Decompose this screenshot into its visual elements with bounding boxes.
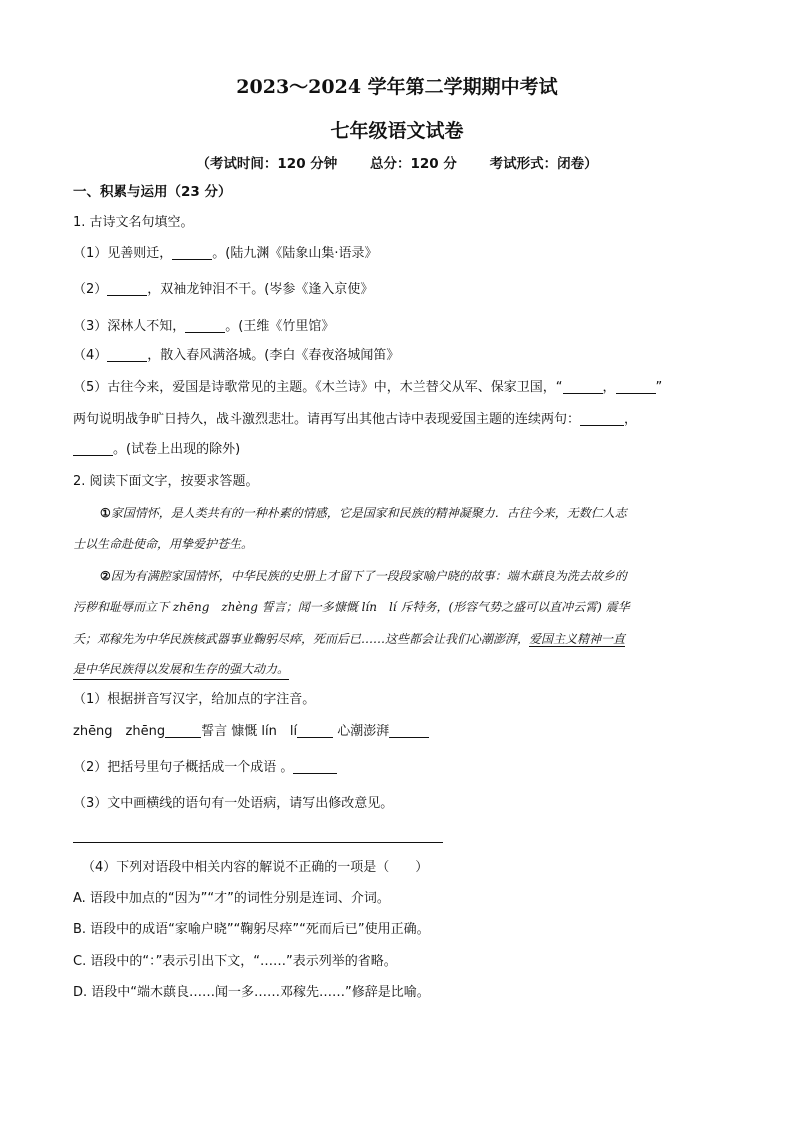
- answer-blank[interactable]: [563, 379, 603, 394]
- answer-blank[interactable]: [293, 759, 337, 774]
- q1-item-5-line1: （5）古往今来，爱国是诗歌常见的主题。《木兰诗》中，木兰替父从军、保家卫国，“ ， ”: [73, 380, 663, 395]
- passage-p2-line2: 污秽和耻辱而立下 zhēng zhèng 誓言；闻一多慷慨 lín lí 斥特务，(形容气势之盛可以直冲云霄) 震华: [73, 600, 630, 614]
- exam-title: 2023～2024 学年第二学期期中考试: [236, 76, 558, 98]
- passage-p2-line3: 夭；邓稼先为中华民族核武器事业鞠躬尽瘁，死而后已……这些都会让我们心潮澎湃，爱国主义精神一直: [73, 632, 626, 646]
- passage-p1-line2: 士以生命赴使命，用挚爱护苍生。: [73, 537, 254, 551]
- q1-item-5-line2: 两句说明战争旷日持久，战斗激烈悲壮。请再写出其他古诗中表现爱国主题的连续两句： ，: [73, 412, 638, 427]
- exam-mode: 考试形式：闭卷）: [489, 156, 598, 172]
- passage-p2-line1: ②因为有满腔家国情怀，中华民族的史册上才留下了一段段家喻户晓的故事：端木蕻良为洗去故乡的: [100, 569, 627, 583]
- answer-blank[interactable]: [107, 281, 147, 296]
- exam-subtitle: 七年级语文试卷: [330, 120, 464, 142]
- q1-item-4: （4） ，散入春风满洛城。(李白《春夜洛城闻笛》: [73, 348, 400, 363]
- paragraph-marker: ②: [100, 569, 111, 583]
- underlined-sentence: 爱国主义精神一直: [529, 632, 626, 646]
- q1-stem: 1. 古诗文名句填空。: [73, 215, 194, 230]
- answer-blank[interactable]: [172, 245, 212, 260]
- q2-sub3: （3）文中画横线的语句有一处语病，请写出修改意见。: [73, 796, 394, 811]
- q1-item-2: （2） ，双袖龙钟泪不干。(岑参《逢入京使》: [73, 282, 374, 297]
- q1-item-1: （1）见善则迁， 。(陆九渊《陆象山集·语录》: [73, 246, 378, 261]
- q2-stem: 2. 阅读下面文字，按要求答题。: [73, 474, 259, 489]
- paragraph-marker: ①: [100, 506, 111, 520]
- exam-info: [0, 152, 794, 172]
- q2-sub1-answers: zhēng zhēng 誓言 慷慨 lín lí 心潮澎湃: [73, 722, 429, 742]
- answer-blank[interactable]: [616, 379, 656, 394]
- q2-sub2: （2）把括号里句子概括成一个成语 。: [73, 758, 337, 778]
- option-b[interactable]: B. 语段中的成语“家喻户晓”“鞠躬尽瘁”“死而后已”使用正确。: [73, 922, 430, 937]
- answer-blank[interactable]: [165, 723, 201, 738]
- answer-blank[interactable]: [297, 723, 333, 738]
- option-a[interactable]: A. 语段中加点的“因为”“才”的词性分别是连词、介词。: [73, 891, 390, 906]
- q1-item-5-line3: 。(试卷上出现的除外): [73, 440, 240, 460]
- answer-blank[interactable]: [107, 347, 147, 362]
- section-heading: 一、积累与运用（23 分）: [73, 184, 232, 200]
- passage-p1-line1: ①家国情怀，是人类共有的一种朴素的情感，它是国家和民族的精神凝聚力．古往今来，无数仁人志: [100, 506, 627, 520]
- underlined-sentence-end: 是中华民族得以发展和生存的强大动力。: [73, 659, 289, 680]
- q1-item-3: （3）深林人不知， 。(王维《竹里馆》: [73, 319, 335, 334]
- answer-blank[interactable]: [185, 318, 225, 333]
- answer-blank[interactable]: [389, 723, 429, 738]
- option-d[interactable]: D. 语段中“端木蕻良……闻一多……邓稼先……”修辞是比喻。: [73, 985, 430, 1000]
- q2-sub4: （4）下列对语段中相关内容的解说不正确的一项是（ ）: [82, 860, 429, 875]
- exam-time: （考试时间：120 分钟: [196, 156, 338, 172]
- option-c[interactable]: C. 语段中的“：”表示引出下文，“……”表示列举的省略。: [73, 954, 397, 969]
- exam-score: 总分：120 分: [370, 156, 457, 172]
- answer-blank[interactable]: [73, 441, 113, 456]
- answer-blank[interactable]: [580, 411, 624, 426]
- q2-sub1: （1）根据拼音写汉字，给加点的字注音。: [73, 692, 316, 707]
- answer-line[interactable]: [73, 842, 443, 843]
